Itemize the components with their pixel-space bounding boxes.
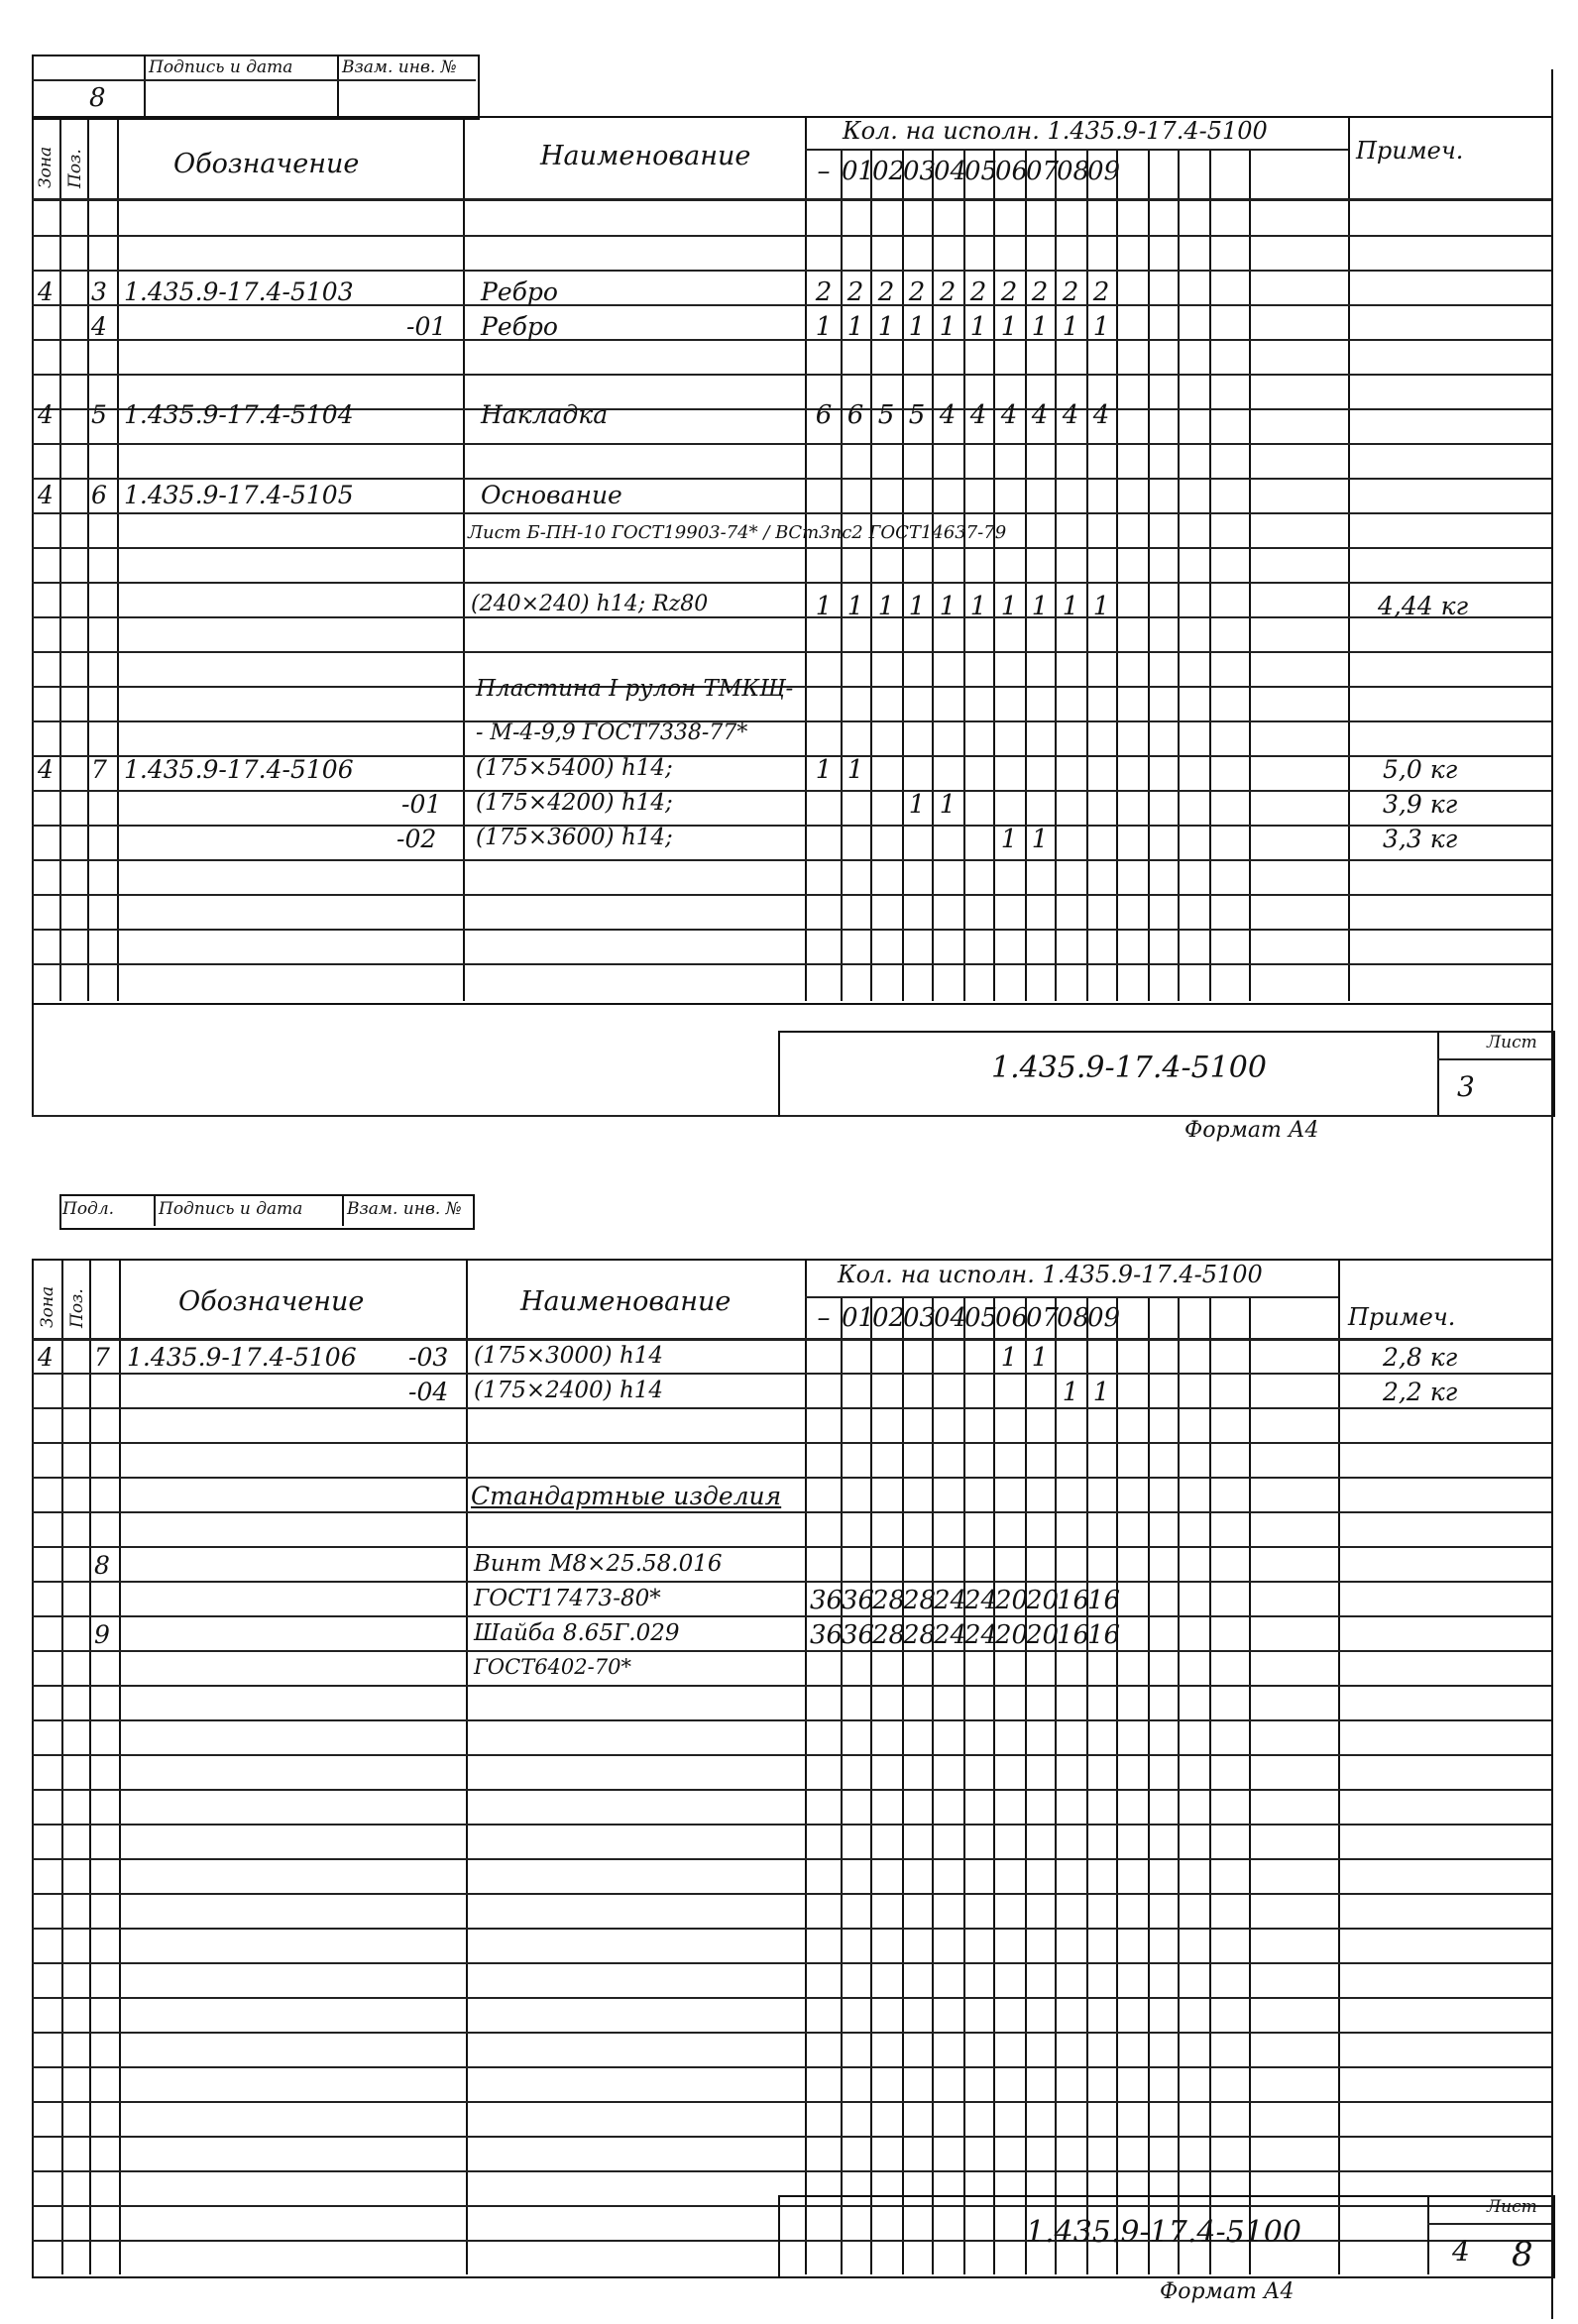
table-cell: 08 — [1057, 157, 1090, 186]
format-label: Формат А4 — [1184, 1118, 1319, 1143]
header-designation: Обозначение — [173, 149, 360, 179]
table-cell: 1 — [908, 790, 926, 820]
table-cell: 20 — [1026, 1586, 1060, 1615]
grid-line — [841, 149, 843, 1001]
table-cell: 1 — [1000, 312, 1018, 342]
table-cell: 28 — [903, 1586, 937, 1615]
grid-line — [32, 1685, 1551, 1687]
grid-line — [32, 1615, 1551, 1617]
table-cell: 3,9 кг — [1383, 790, 1458, 819]
table-cell: 28 — [872, 1620, 906, 1650]
grid-line — [1338, 1259, 1340, 2274]
table-cell: 1 — [939, 312, 957, 342]
table-cell: 1 — [815, 755, 833, 785]
table-cell: 2 — [1062, 277, 1079, 307]
table-cell: Пластина I рулон ТМКЩ- — [476, 676, 794, 702]
table-cell: 1 — [846, 755, 864, 785]
table-cell: 24 — [934, 1586, 967, 1615]
grid-line — [32, 963, 1551, 965]
grid-line — [89, 1259, 91, 2274]
format-label: Формат А4 — [1160, 2279, 1295, 2304]
table-cell: 1 — [1092, 312, 1110, 342]
grid-line — [32, 443, 1551, 445]
table-cell: 2 — [877, 277, 895, 307]
grid-line — [59, 116, 61, 1001]
table-cell: 1.435.9-17.4-5104 — [124, 400, 354, 429]
header-zone: Зона — [38, 1285, 57, 1328]
header-qty-title: Кол. на исполн. 1.435.9-17.4-5100 — [838, 1261, 1263, 1288]
table-cell: 1 — [1062, 312, 1079, 342]
table-cell: 02 — [872, 157, 906, 186]
grid-line — [154, 1194, 156, 1226]
table-cell: 05 — [964, 1303, 998, 1333]
grid-line — [32, 512, 1551, 514]
table-cell: 5 — [877, 400, 895, 430]
grid-line — [32, 1373, 1551, 1375]
table-cell: 16 — [1087, 1586, 1121, 1615]
table-cell: 03 — [903, 1303, 937, 1333]
table-cell: 3 — [91, 277, 107, 306]
table-cell: Винт М8×25.58.016 — [474, 1551, 723, 1577]
table-cell: 1 — [1031, 592, 1049, 621]
table-cell: 1 — [877, 592, 895, 621]
grid-line — [963, 149, 965, 1001]
grid-line — [32, 1962, 1551, 1964]
table-cell: 1 — [1031, 312, 1049, 342]
grid-line — [466, 1259, 468, 2274]
grid-line — [32, 1754, 1551, 1756]
grid-line — [32, 1893, 1551, 1895]
grid-line — [61, 1259, 63, 2274]
grid-line — [32, 1997, 1551, 1999]
grid-line — [119, 1259, 121, 2274]
header-note: Примеч. — [1348, 1303, 1456, 1331]
table-cell: 03 — [903, 157, 937, 186]
grid-line — [342, 1194, 344, 1226]
table-cell: 1 — [815, 592, 833, 621]
grid-line — [1025, 149, 1027, 1001]
grid-line — [32, 2136, 1551, 2138]
grid-line — [1086, 149, 1088, 1001]
table-cell: 1 — [877, 312, 895, 342]
table-cell: (175×5400) h14; — [476, 755, 673, 781]
table-cell: 1 — [846, 312, 864, 342]
table-cell: 1.435.9-17.4-5105 — [124, 481, 354, 509]
table-cell: Ребро — [481, 312, 558, 341]
table-cell: 5,0 кг — [1383, 755, 1458, 784]
table-cell: (240×240) h14; Rz80 — [471, 592, 709, 616]
table-cell: – — [817, 157, 831, 186]
grid-line — [32, 270, 1551, 272]
title-code: 1.435.9-17.4-5100 — [1026, 2215, 1301, 2250]
grid-line — [32, 1789, 1551, 1791]
header-designation: Обозначение — [178, 1286, 365, 1317]
table-cell: 1 — [1062, 1378, 1079, 1407]
grid-line — [32, 651, 1551, 653]
grid-line — [32, 1928, 1551, 1930]
header-name: Наименование — [540, 141, 751, 171]
table-cell: 3,3 кг — [1383, 825, 1458, 853]
grid-line — [32, 1442, 1551, 1444]
table-cell: -03 — [408, 1343, 449, 1372]
table-cell: 7 — [91, 755, 107, 784]
grid-line — [32, 2101, 1551, 2103]
grid-line — [32, 616, 1551, 618]
grid-line — [32, 1719, 1551, 1721]
table-cell: 1 — [969, 592, 987, 621]
table-cell: 20 — [995, 1586, 1029, 1615]
grid-line — [1437, 1031, 1439, 1115]
table-cell: Ребро — [481, 277, 558, 306]
table-cell: 1 — [1092, 592, 1110, 621]
table-cell: 7 — [94, 1343, 110, 1372]
grid-line — [805, 116, 807, 1001]
grid-line — [32, 478, 1551, 480]
table-cell: 4 — [1092, 400, 1110, 430]
grid-line — [1427, 2223, 1551, 2225]
grid-line — [1249, 149, 1251, 1001]
table-cell: (175×3000) h14 — [474, 1343, 664, 1369]
grid-line — [32, 2170, 1551, 2172]
grid-line — [993, 149, 995, 1001]
header-zone: Зона — [36, 146, 56, 188]
section-standard-items: Стандартные изделия — [471, 1482, 782, 1510]
sheet-label: Лист — [1487, 1033, 1537, 1052]
grid-line — [1427, 2195, 1429, 2274]
table-cell: 1 — [1000, 592, 1018, 621]
table-cell: 2 — [1031, 277, 1049, 307]
table-cell: 2,8 кг — [1383, 1343, 1458, 1372]
grid-line — [32, 582, 1551, 584]
grid-line — [1437, 1058, 1551, 1060]
table-cell: ГОСТ17473-80* — [474, 1586, 661, 1611]
grid-line — [1178, 149, 1180, 1001]
spec-table — [32, 116, 1553, 1005]
grid-line — [1209, 149, 1211, 1001]
table-cell: 02 — [872, 1303, 906, 1333]
table-cell: (175×2400) h14 — [474, 1378, 664, 1403]
grid-line — [32, 1650, 1551, 1652]
table-cell: 16 — [1087, 1620, 1121, 1650]
table-cell: 08 — [1057, 1303, 1090, 1333]
table-cell: 4 — [1062, 400, 1079, 430]
table-cell: 1 — [939, 592, 957, 621]
grid-line — [32, 790, 1551, 792]
table-cell: (175×4200) h14; — [476, 790, 673, 816]
table-cell: (175×3600) h14; — [476, 825, 673, 850]
header-note: Примеч. — [1356, 137, 1464, 165]
header-name: Наименование — [520, 1286, 732, 1317]
table-cell: 6 — [815, 400, 833, 430]
grid-line — [32, 2066, 1551, 2068]
grid-line — [32, 825, 1551, 827]
table-cell: 16 — [1057, 1620, 1090, 1650]
table-cell: 24 — [964, 1620, 998, 1650]
grid-line — [32, 1407, 1551, 1409]
table-cell: 16 — [1057, 1586, 1090, 1615]
table-cell: 4,44 кг — [1378, 592, 1469, 620]
sheet-number: 4 — [1452, 2235, 1470, 2268]
grid-line — [805, 149, 1348, 151]
grid-line — [32, 894, 1551, 896]
table-cell: 20 — [995, 1620, 1029, 1650]
table-cell: 01 — [842, 157, 875, 186]
table-cell: 1 — [908, 592, 926, 621]
grid-line — [144, 55, 146, 116]
table-cell: 2,2 кг — [1383, 1378, 1458, 1406]
corner-label-replace: Взам. инв. № — [342, 57, 457, 77]
grid-line — [87, 116, 89, 1001]
table-cell: 4 — [38, 1343, 54, 1372]
grid-line — [32, 1546, 1551, 1548]
table-cell: ГОСТ6402-70* — [474, 1655, 631, 1679]
corner-label-signature: Подпись и дата — [159, 1199, 303, 1219]
grid-line — [32, 859, 1551, 861]
grid-line — [32, 235, 1551, 237]
grid-line — [32, 1824, 1551, 1826]
table-cell: Шайба 8.65Г.029 — [474, 1620, 680, 1646]
grid-line — [805, 1259, 807, 2274]
table-cell: - М-4-9,9 ГОСТ7338-77* — [476, 720, 748, 745]
table-cell: 6 — [846, 400, 864, 430]
table-cell: 36 — [810, 1620, 844, 1650]
table-cell: 1 — [1000, 825, 1018, 854]
table-cell: Лист Б-ПН-10 ГОСТ19903-74* / ВСт3пс2 ГОСТ14637-79 — [468, 522, 1007, 543]
table-cell: 1.435.9-17.4-5106 — [124, 755, 354, 784]
grid-line — [337, 55, 339, 116]
sheet-number: 3 — [1457, 1070, 1475, 1103]
grid-line — [902, 149, 904, 1001]
table-cell: 06 — [995, 157, 1029, 186]
corner-label-original: Подл. — [62, 1199, 115, 1219]
table-cell: 9 — [94, 1620, 110, 1649]
grid-line — [1148, 149, 1150, 1001]
spec-sheet-4 — [0, 1150, 1578, 2324]
grid-line — [117, 116, 119, 1001]
table-cell: -02 — [396, 825, 437, 853]
table-cell: 5 — [908, 400, 926, 430]
edge-mark: 8 — [1512, 2235, 1533, 2274]
table-cell: -01 — [406, 312, 447, 341]
table-cell: 20 — [1026, 1620, 1060, 1650]
table-cell: 2 — [1092, 277, 1110, 307]
table-cell: 1 — [846, 592, 864, 621]
grid-line — [32, 2032, 1551, 2034]
grid-line — [32, 1511, 1551, 1513]
grid-line — [32, 1477, 1551, 1479]
table-cell: 4 — [969, 400, 987, 430]
table-cell: 1 — [939, 790, 957, 820]
table-cell: 1 — [908, 312, 926, 342]
table-cell: 2 — [908, 277, 926, 307]
table-cell: 1 — [1031, 1343, 1049, 1373]
table-cell: 2 — [815, 277, 833, 307]
grid-line — [805, 1296, 1338, 1298]
grid-line — [1348, 116, 1350, 1001]
grid-line — [32, 720, 1551, 722]
grid-line — [1055, 149, 1057, 1001]
table-cell: 6 — [91, 481, 107, 509]
corner-mark: 8 — [89, 83, 106, 113]
table-cell: 1 — [1092, 1378, 1110, 1407]
table-cell: 09 — [1087, 1303, 1121, 1333]
grid-line — [32, 547, 1551, 549]
table-cell: 2 — [969, 277, 987, 307]
table-cell: 1 — [1031, 825, 1049, 854]
grid-line — [32, 929, 1551, 931]
table-cell: 4 — [939, 400, 957, 430]
table-cell: 28 — [903, 1620, 937, 1650]
table-cell: 4 — [38, 755, 54, 784]
grid-line — [32, 79, 476, 81]
corner-label-replace: Взам. инв. № — [347, 1199, 462, 1219]
table-cell: 4 — [1031, 400, 1049, 430]
table-cell: 2 — [846, 277, 864, 307]
grid-line — [32, 1581, 1551, 1583]
sheet-label: Лист — [1487, 2197, 1537, 2217]
table-cell: 01 — [842, 1303, 875, 1333]
spec-sheet-3 — [0, 0, 1578, 1150]
grid-line — [32, 198, 1551, 201]
table-cell: -04 — [408, 1378, 449, 1406]
table-cell: 36 — [842, 1620, 875, 1650]
table-cell: 2 — [939, 277, 957, 307]
table-cell: 36 — [810, 1586, 844, 1615]
table-cell: 1 — [1062, 592, 1079, 621]
table-cell: 4 — [38, 481, 54, 509]
grid-line — [32, 374, 1551, 376]
table-cell: 4 — [1000, 400, 1018, 430]
spec-table — [32, 1259, 1553, 2278]
table-cell: 8 — [94, 1551, 110, 1580]
table-cell: 4 — [38, 277, 54, 306]
table-cell: 07 — [1026, 157, 1060, 186]
table-cell: Накладка — [481, 400, 609, 429]
grid-line — [32, 1338, 1551, 1341]
grid-line — [870, 149, 872, 1001]
header-pos: Поз. — [65, 149, 85, 188]
table-cell: 1.435.9-17.4-5106 — [127, 1343, 357, 1372]
table-cell: 1 — [969, 312, 987, 342]
table-cell: Основание — [481, 481, 622, 509]
table-cell: 1 — [815, 312, 833, 342]
table-cell: 4 — [91, 312, 107, 341]
table-cell: 24 — [964, 1586, 998, 1615]
table-cell: – — [817, 1303, 831, 1333]
table-cell: 06 — [995, 1303, 1029, 1333]
table-cell: 1.435.9-17.4-5103 — [124, 277, 354, 306]
grid-line — [1116, 149, 1118, 1001]
table-cell: 4 — [38, 400, 54, 429]
grid-line — [32, 339, 1551, 341]
table-cell: 36 — [842, 1586, 875, 1615]
table-cell: 04 — [934, 1303, 967, 1333]
header-qty-title: Кол. на исполн. 1.435.9-17.4-5100 — [843, 117, 1268, 145]
grid-line — [32, 1858, 1551, 1860]
table-cell: 28 — [872, 1586, 906, 1615]
table-cell: 1 — [1000, 1343, 1018, 1373]
table-cell: 09 — [1087, 157, 1121, 186]
table-cell: 2 — [1000, 277, 1018, 307]
grid-line — [463, 116, 465, 1001]
header-pos: Поз. — [67, 1288, 87, 1328]
corner-label-signature: Подпись и дата — [149, 57, 293, 77]
grid-line — [932, 149, 934, 1001]
table-cell: 04 — [934, 157, 967, 186]
title-code: 1.435.9-17.4-5100 — [991, 1051, 1267, 1085]
table-cell: 5 — [91, 400, 107, 429]
table-cell: 05 — [964, 157, 998, 186]
table-cell: -01 — [401, 790, 442, 819]
table-cell: 07 — [1026, 1303, 1060, 1333]
table-cell: 24 — [934, 1620, 967, 1650]
